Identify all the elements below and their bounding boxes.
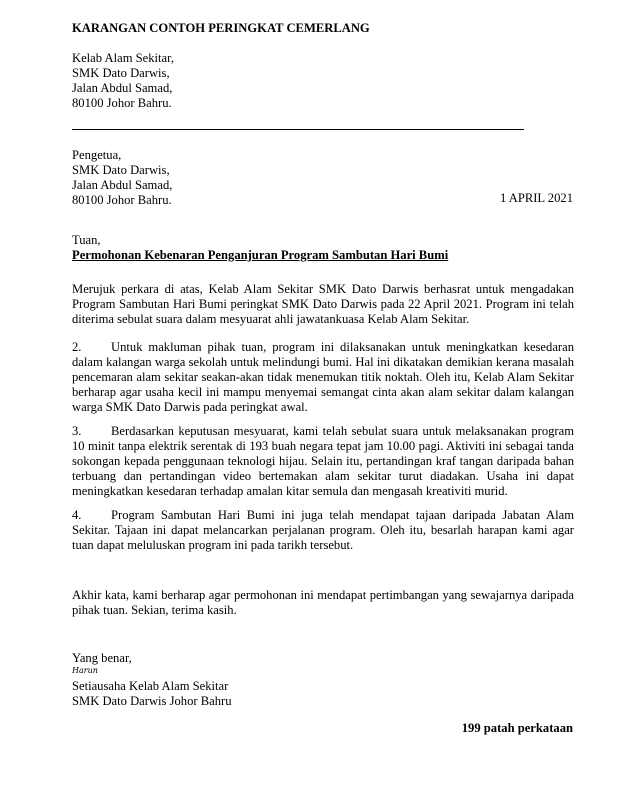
word-count: 199 patah perkataan [461,721,573,735]
paragraph-text: Program Sambutan Hari Bumi ini juga telah mendapat tajaan daripada Jabatan Alam Sekitar. Tajaan ini dapat melancarkan perjalanan program. Oleh itu, besarlah harapan kami agar tuan dapat meluluskan program ini pada tarikh tersebut. [72,508,574,552]
recipient-address-line: SMK Dato Darwis, [72,163,170,177]
paragraph-3 [72,424,574,499]
paragraph-intro [72,282,574,327]
sender-address-line: SMK Dato Darwis, [72,66,170,80]
closing-phrase: Yang benar, [72,651,132,665]
signer-block [72,679,232,709]
paragraph-number: 2. [72,340,82,354]
letter-subject: Permohonan Kebenaran Penganjuran Program Sambutan Hari Bumi [72,248,449,262]
paragraph-2 [72,340,574,415]
recipient-address-line: Jalan Abdul Samad, [72,178,173,192]
sender-address-line: 80100 Johor Bahru. [72,96,172,110]
paragraph-closing [72,588,574,618]
signer-line: Setiausaha Kelab Alam Sekitar [72,679,229,693]
signer-line: SMK Dato Darwis Johor Bahru [72,694,232,708]
sender-address [72,51,174,111]
salutation: Tuan, [72,233,101,247]
paragraph-number: 3. [72,424,82,438]
signature: Harun [72,666,98,675]
letter-date: 1 APRIL 2021 [499,191,573,205]
paragraph-4 [72,508,574,553]
paragraph-number: 4. [72,508,82,522]
sender-address-line: Kelab Alam Sekitar, [72,51,174,65]
recipient-address-line: 80100 Johor Bahru. [72,193,172,207]
paragraph-text: Berdasarkan keputusan mesyuarat, kami telah sebulat suara untuk melaksanakan program 10 minit tanpa elektrik serentak di 193 buah negara tepat jam 10.00 pagi. Aktiviti ini sebagai tanda sokongan kepada penggunaan teknologi hijau. Selain itu, pertandingan kraf tangan daripada bahan terbuang dan pertandingan video bertemakan alam sekitar turut diadakan. Usaha ini dapat meningkatkan kesedaran terhadap amalan kitar semula dan mengasah kreativiti murid. [72,424,574,498]
document-title: KARANGAN CONTOH PERINGKAT CEMERLANG [72,21,370,35]
paragraph-text: Untuk makluman pihak tuan, program ini dilaksanakan untuk meningkatkan kesedaran dalam kalangan warga sekolah untuk melindungi bumi. Hal ini dikatakan demikian kerana masalah pencemaran alam sekitar seakan-akan tidak menemukan titik noktah. Oleh itu, Kelab Alam Sekitar berharap agar usaha kecil ini mampu menyemai semangat cinta akan alam sekitar dalam kalangan warga SMK Dato Darwis pada peringkat awal. [72,340,574,414]
divider-line [72,129,524,130]
sender-address-line: Jalan Abdul Samad, [72,81,173,95]
recipient-address-line: Pengetua, [72,148,122,162]
recipient-address [72,148,172,208]
paragraph-text: Merujuk perkara di atas, Kelab Alam Sekitar SMK Dato Darwis berhasrat untuk mengadakan Program Sambutan Hari Bumi peringkat SMK Dato Darwis pada 22 April 2021. Program ini telah diterima sebulat suara dalam mesyuarat ahli jawatankuasa Kelab Alam Sekitar. [72,282,574,326]
paragraph-text: Akhir kata, kami berharap agar permohonan ini mendapat pertimbangan yang sewajarnya daripada pihak tuan. Sekian, terima kasih. [72,588,574,617]
